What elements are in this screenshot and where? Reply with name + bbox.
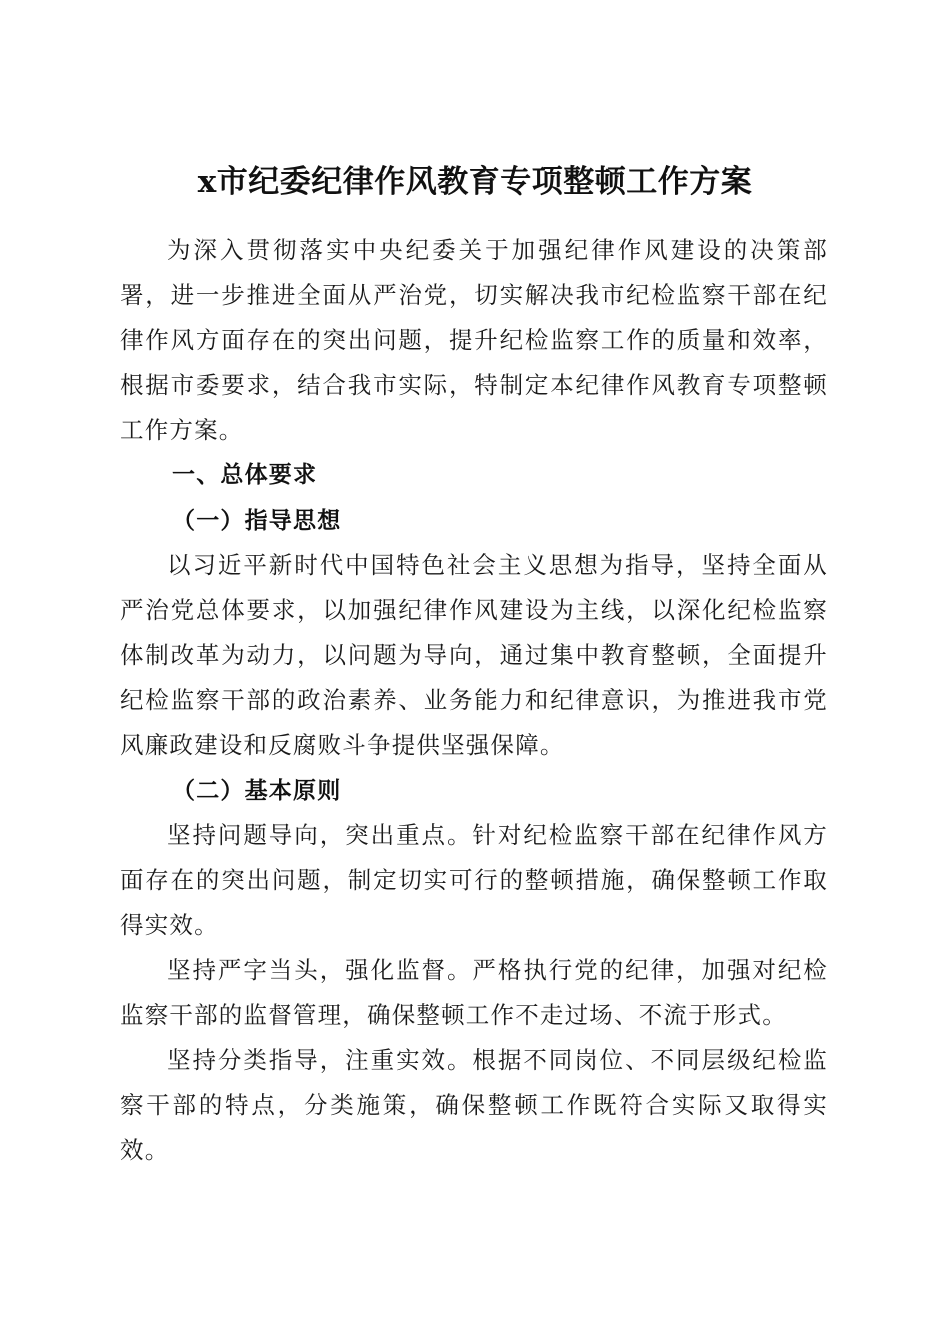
subsection-heading-basic-principles: （二）基本原则 — [172, 777, 342, 804]
principle-paragraph-3: 坚持分类指导，注重实效。根据不同岗位、不同层级纪检监察干部的特点，分类施策，确保整顿工作既符合实际又取得实效。 — [120, 1046, 828, 1164]
principle-paragraph-1: 坚持问题导向，突出重点。针对纪检监察干部在纪律作风方面存在的突出问题，制定切实可行的整顿措施，确保整顿工作取得实效。 — [120, 821, 828, 939]
intro-paragraph: 为深入贯彻落实中央纪委关于加强纪律作风建设的决策部署，进一步推进全面从严治党，切实解决我市纪检监察干部在纪律作风方面存在的突出问题，提升纪检监察工作的质量和效率，根据市委要求，结合我市实际，特制定本纪律作风教育专项整顿工作方案。 — [120, 236, 828, 444]
guiding-ideology-paragraph: 以习近平新时代中国特色社会主义思想为指导，坚持全面从严治党总体要求，以加强纪律作风建设为主线，以深化纪检监察体制改革为动力，以问题为导向，通过集中教育整顿，全面提升纪检监察干部的政治素养、业务能力和纪律意识，为推进我市党风廉政建设和反腐败斗争提供坚强保障。 — [120, 551, 828, 759]
principle-paragraph-2: 坚持严字当头，强化监督。严格执行党的纪律，加强对纪检监察干部的监督管理，确保整顿工作不走过场、不流于形式。 — [120, 956, 828, 1029]
subsection-heading-guiding-ideology: （一）指导思想 — [172, 507, 342, 534]
document-title: x市纪委纪律作风教育专项整顿工作方案 — [197, 163, 753, 200]
section-heading-general-requirements: 一、总体要求 — [172, 462, 318, 488]
